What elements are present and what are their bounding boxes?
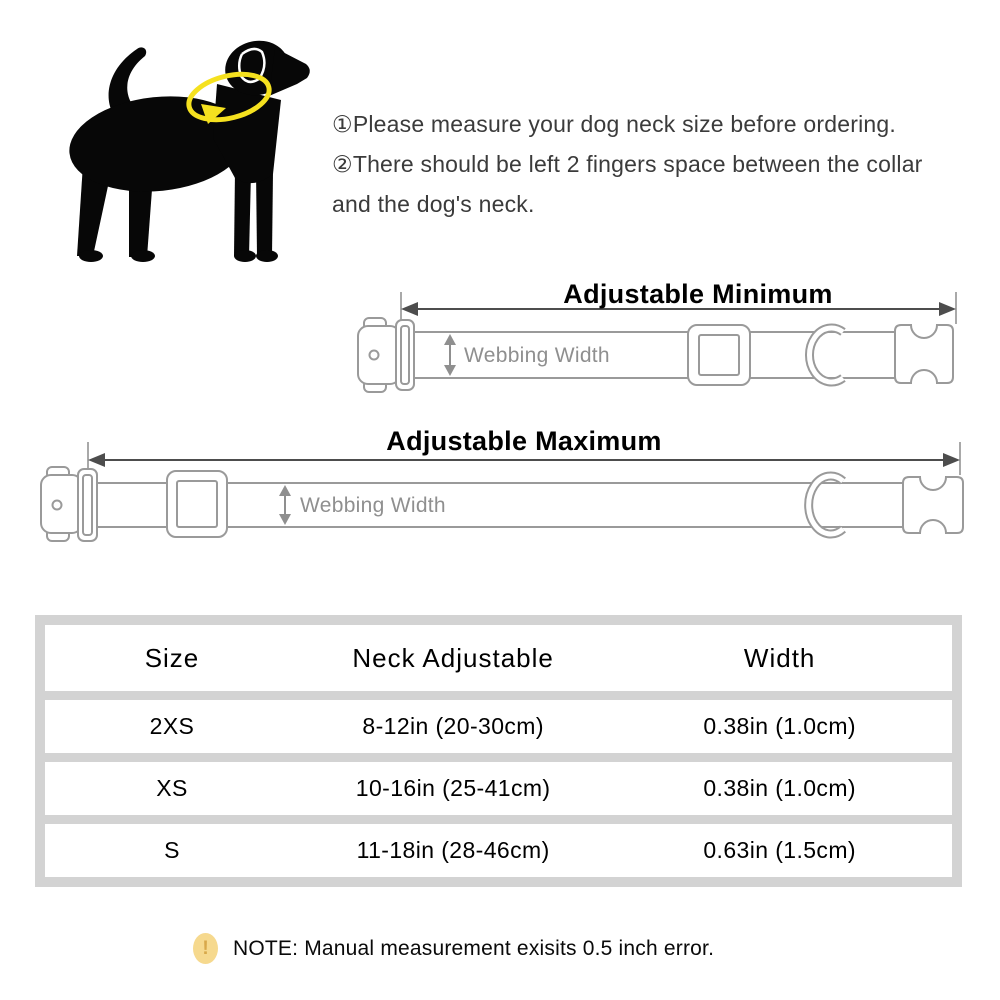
cell-width: 0.38in (1.0cm) — [703, 775, 856, 801]
tri-glide-slider-icon — [688, 325, 750, 385]
minimum-webbing-label: Webbing Width — [464, 344, 610, 367]
col-header-neck: Neck Adjustable — [352, 642, 554, 673]
cell-neck: 11-18in (28-46cm) — [356, 837, 550, 863]
cell-size: XS — [156, 775, 188, 801]
instruction-line-2: ②There should be left 2 fingers space between the collar and the dog's neck. — [332, 151, 923, 217]
buckle-male-icon — [895, 325, 953, 383]
tri-glide-slider-icon — [167, 471, 227, 537]
warning-icon — [193, 933, 218, 964]
col-header-size: Size — [144, 642, 200, 673]
warning-icon-glyph: ! — [202, 937, 209, 959]
size-table — [35, 615, 962, 887]
minimum-diagram-title: Adjustable Minimum — [563, 279, 833, 309]
cell-size: 2XS — [149, 713, 195, 739]
table-row — [45, 700, 952, 753]
instruction-line-1: ①Please measure your dog neck size before ordering. — [332, 111, 896, 137]
col-header-width: Width — [743, 642, 816, 673]
buckle-female-icon — [41, 467, 97, 541]
table-row — [45, 762, 952, 815]
cell-size: S — [164, 837, 180, 863]
size-table-header-row — [45, 625, 952, 691]
cell-neck: 10-16in (25-41cm) — [355, 775, 551, 801]
table-row — [45, 824, 952, 877]
cell-width: 0.38in (1.0cm) — [703, 713, 856, 739]
maximum-webbing-label: Webbing Width — [300, 494, 446, 517]
maximum-diagram-title: Adjustable Maximum — [386, 426, 662, 456]
buckle-male-icon — [903, 477, 963, 533]
note-text: NOTE: Manual measurement exisits 0.5 inch error. — [233, 937, 715, 960]
cell-width: 0.63in (1.5cm) — [703, 837, 856, 863]
buckle-female-icon — [358, 318, 414, 392]
cell-neck: 8-12in (20-30cm) — [362, 713, 544, 739]
